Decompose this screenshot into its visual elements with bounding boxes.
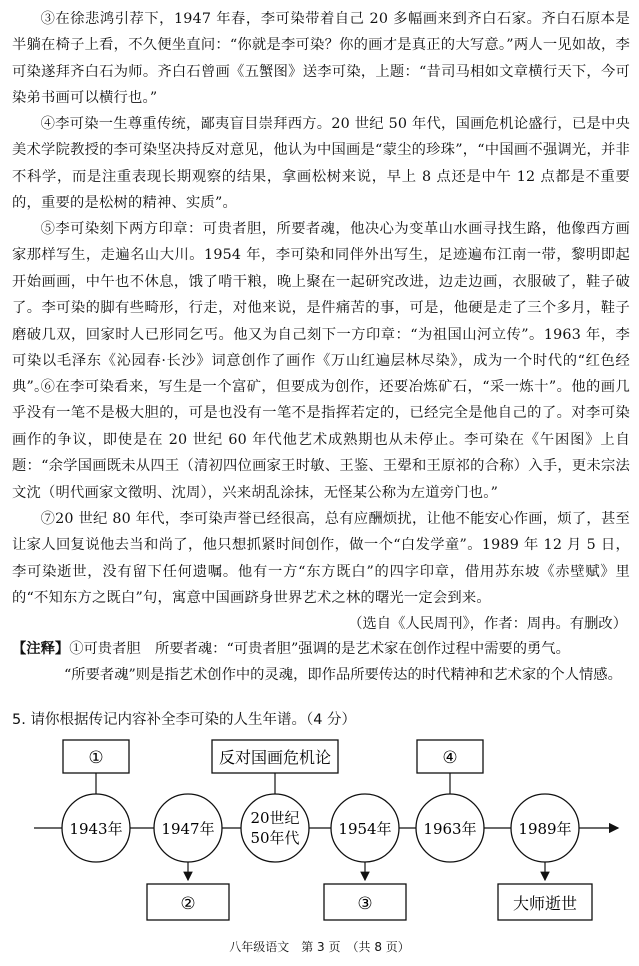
question-5: 5. 请你根据传记内容补全李可染的人生年谱。（4 分） <box>12 712 357 728</box>
page-footer: 八年级语文 第 3 页 （共 8 页） <box>229 940 410 954</box>
timeline-box-5-label: ③ <box>357 894 373 914</box>
year-label-1947: 1947年 <box>161 820 215 838</box>
timeline-box-2-label: 反对国画危机论 <box>218 748 332 767</box>
annotation-line-1: ①可贵者胆 所要者魂：“可贵者胆”强调的是艺术家在创作过程中需要的勇气。 <box>69 641 570 657</box>
year-label-1989: 1989年 <box>518 820 572 838</box>
paragraph-4: ④李可染一生尊重传统，鄙夷盲目崇拜西方。20 世纪 50 年代，国画危机论盛行，已是中央美术学院教授的李可染坚决持反对意见，他认为中国画是“蒙尘的珍珠”，“中国画不强调光，并非不科学，而是注重表现长期观察的结果，拿画松树来说，早上 8 点还是中午 12 点都是不重要的，重要的是松树的精神、实质”。 <box>12 116 630 212</box>
timeline-box-1-label: ① <box>88 748 104 768</box>
year-label-1943: 1943年 <box>69 820 123 838</box>
timeline-box-6-label: 大师逝世 <box>512 894 578 913</box>
paragraph-7: ⑦20 世纪 80 年代，李可染声誉已经很高，总有应酬烦扰，让他不能安心作画，烦了，甚至让家人回复说他去当和尚了，他只想抓紧时间创作，做一个“白发学童”。1989 年 12 月 5 日，李可染逝世，没有留下任何遗嘱。他有一方“东方既白”的四字印章，借用苏东坡《赤壁赋》里的“不知东方之既白”句，寓意中国画跻身世界艺术之林的曙光一定会到来。 <box>12 511 630 607</box>
timeline-box-3-label: ④ <box>442 748 458 768</box>
timeline-box-4-label: ② <box>180 894 196 914</box>
year-label-1950s-line1: 20世纪 <box>250 809 300 827</box>
annotation-label: 【注释】 <box>12 641 70 657</box>
annotation-line-2: “所要者魂”则是指艺术创作中的灵魂，即作品所要传达的时代精神和艺术家的个人情感。 <box>64 667 622 683</box>
paragraph-3: ③在徐悲鸿引荐下，1947 年春，李可染带着自己 20 多幅画来到齐白石家。齐白石原本是半躺在椅子上看，不久便坐直问：“你就是李可染？你的画才是真正的大写意。”两人一见如故，李可染遂拜齐白石为师。齐白石曾画《五蟹图》送李可染，上题：“昔司马相如文章横行天下，今可染弟书画可以横行也。” <box>12 11 630 107</box>
paragraph-5: ⑤李可染刻下两方印章：可贵者胆，所要者魂，他决心为变革山水画寻找生路，他像西方画家那样写生，走遍名山大川。1954 年，李可染和同伴外出写生，足迹遍布江南一带，黎明即起开始画画，中午也不休息，饿了啃干粮，晚上聚在一起研究改进，边走边画，衣服破了，鞋子破了。李可染的脚有些畸形，行走，对他来说，是件痛苦的事，可是，他硬是走了三个多月，鞋子磨破几双，回家时人已形同乞丐。他又为自己刻下一方印章：“为祖国山河立传”。1963 年，李可染以毛泽东《沁园春·长沙》词意创作了画作《万山红遍层林尽染》，成为一个时代的“红色经典”。 <box>12 221 630 396</box>
year-label-1950s-line2: 50年代 <box>250 829 300 847</box>
source-citation: （选自《人民周刊》，作者：周冉。有删改） <box>348 616 627 632</box>
year-node-1950s <box>241 794 309 862</box>
paragraph-6: ⑥在李可染看来，写生是一个富矿，但要成为创作，还要冶炼矿石，“采一炼十”。他的画几乎没有一笔不是极大胆的，可是也没有一笔不是指挥若定的，已经完全是他自己的了。对李可染画作的争议，即使是在 20 世纪 60 年代他艺术成熟期也从未停止。李可染在《午困图》上自题：“余学国画既未从四王（清初四位画家王时敏、王鉴、王翚和王原祁的合称）入手，更未宗法文沈（明代画家文徵明、沈周），兴来胡乱涂抹，无怪某公称为左道旁门也。” <box>12 379 630 501</box>
year-label-1963: 1963年 <box>423 820 477 838</box>
year-label-1954: 1954年 <box>338 820 392 838</box>
